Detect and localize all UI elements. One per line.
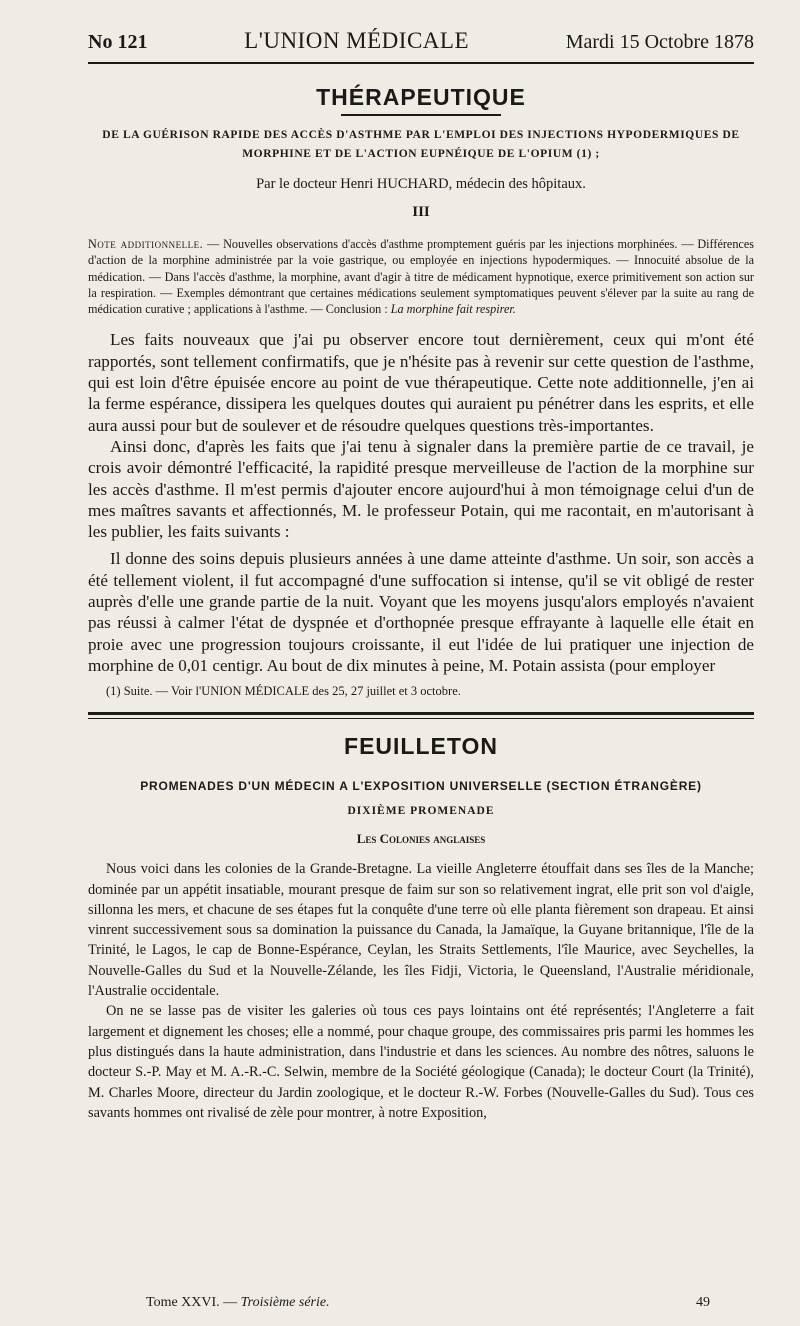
article-paragraph: Les faits nouveaux que j'ai pu observer encore tout dernièrement, ceux qui m'ont été rapportés, sont tellement confirmatifs, que je n'hésite pas à revenir sur cette question de l'asthme, qui est loin d'être épuisée encore au point de vue thérapeutique. Cette note additionnelle, j'en ai la ferme espérance, dissipera les quelques doutes qui auraient pu pénétrer dans les esprits, et elle aura aussi pour but de soulever et de résoudre quelques questions très-importantes. — [88, 330, 754, 435]
article-byline: Par le docteur Henri HUCHARD, médecin des hôpitaux. — [256, 176, 586, 192]
footnote: (1) Suite. — Voir l'UNION MÉDICALE des 25, 27 juillet et 3 octobre. — [106, 684, 461, 699]
colonies-heading: Les Colonies anglaises — [356, 831, 486, 847]
feuilleton-body — [88, 859, 754, 1123]
series-label: Troisième série. — [240, 1295, 330, 1310]
note-lead: Note additionnelle. — [88, 237, 204, 251]
feuilleton-title: FEUILLETON — [344, 733, 498, 760]
note-conclusion: La morphine fait respirer. — [390, 302, 516, 317]
page-number: 49 — [696, 1295, 710, 1310]
article-paragraph: Ainsi donc, d'après les faits que j'ai tenu à signaler dans la première partie de ce travail, je crois avoir démontré l'efficacité, la rapidité presque merveilleuse de l'action de la morphine sur les accès d'asthme. Il m'est permis d'ajouter encore aujourd'hui à mon témoignage celui d'un de mes maîtres savants et affectionnés, M. le professeur Potain, qui me racontait, en m'autorisant à les publier, les faits suivants : — [88, 436, 754, 542]
issue-date: Mardi 15 Octobre 1878 — [565, 31, 754, 53]
feuilleton-subtitle: PROMENADES D'UN MÉDECIN A L'EXPOSITION UNIVERSELLE (SECTION ÉTRANGÈRE) — [140, 779, 702, 794]
promenade-heading: DIXIÈME PROMENADE — [347, 805, 495, 818]
section-title-underline — [341, 114, 501, 116]
article-subtitle: DE LA GUÉRISON RAPIDE DES ACCÈS D'ASTHME PAR L'EMPLOI DES INJECTIONS HYPODERMIQUES DE MORPHINE ET DE L'ACTION EUPNÉIQUE DE L'OPIUM (1) ; — [102, 129, 740, 160]
journal-title: L'UNION MÉDICALE — [244, 28, 470, 53]
feuilleton-paragraph: On ne se lasse pas de visiter les galeries où tous ces pays lointains ont été représentés; l'Angleterre a fait largement et dignement les choses; elle a nommé, pour chaque groupe, des commissaires pris parmi les hommes les plus distingués dans la haute administration, dans l'industrie et dans les sciences. Au nombre des nôtres, saluons le docteur S.-P. May et M. A.-R.-C. Selwin, membre de la Société géologique (Canada); le docteur Court (la Trinité), M. Charles Moore, directeur du Jardin zoologique, et le docteur R.-W. Forbes (Nouvelle-Galles du Sud). Tous ces savants hommes ont rivalisé de zèle pour montrer, à notre Exposition, — [88, 1003, 754, 1121]
section-title: THÉRAPEUTIQUE — [316, 84, 526, 110]
page-header — [88, 28, 754, 58]
article-paragraph: Il donne des soins depuis plusieurs années à une dame atteinte d'asthme. Un soir, son accès a été tellement violent, il fut accompagné d'une suffocation si intense, qu'il se vit obligé de rester auprès d'elle une grande partie de la nuit. Voyant que les moyens jusqu'alors employés n'avaient pas réussi à calmer l'état de dyspnée et d'orthopnée presque effrayante à laquelle elle était en proie avec une progression toujours croissante, il eut l'idée de lui pratiquer une injection de morphine de 0,01 centigr. Au bout de dix minutes à peine, M. Potain assista (pour employer — [88, 549, 754, 675]
feuilleton-paragraph: Nous voici dans les colonies de la Grande-Bretagne. La vieille Angleterre étouffait dans ses îles de la Manche; dominée par un appétit insatiable, mourant presque de faim sur son so relativement ingrat, elle prit son vol d'aigle, sillonna les mers, et chacune de ses étapes fut la conquête d'une terre où elle planta fièrement son drapeau. Et ainsi vinrent successivement sous sa domination la puissance du Canada, la Jamaïque, la Guyane britannique, l'île de la Trinité, le Lagos, le cap de Bonne-Espérance, Ceylan, les Straits Settlements, l'île Maurice, avec Seychelles, la Nouvelle-Galles du Sud et la Nouvelle-Zélande, les îles Fidji, Victoria, le Queensland, l'Australie méridionale, l'Australie occidentale. — [88, 861, 754, 1000]
header-rule — [88, 62, 754, 64]
page-footer — [146, 1295, 710, 1311]
feuilleton-rule — [88, 712, 754, 715]
article-body — [88, 329, 754, 676]
volume-label: Tome XXVI. — — [146, 1295, 241, 1310]
feuilleton-rule-thin — [88, 718, 754, 719]
part-number: III — [412, 204, 430, 220]
additional-note — [88, 236, 754, 317]
issue-number: No 121 — [88, 31, 148, 53]
note-text: — Nouvelles observations d'accès d'asthme promptement guéris par les injections morphinées. — Différences d'action de la morphine administrée par la voie gastrique, ou employée en injections hypodermiques. — Innocuité absolue de la médication. — Dans l'accès d'asthme, la morphine, avant d'agir à titre de médicament hypnotique, exerce primitivement son action sur la respiration. — Exemples démontrant que certaines médications seulement symptomatiques peuvent s'élever par la suite au rang de médication curative ; applications à l'asthme. — Conclusion : — [88, 237, 754, 317]
volume-info — [146, 1295, 330, 1311]
